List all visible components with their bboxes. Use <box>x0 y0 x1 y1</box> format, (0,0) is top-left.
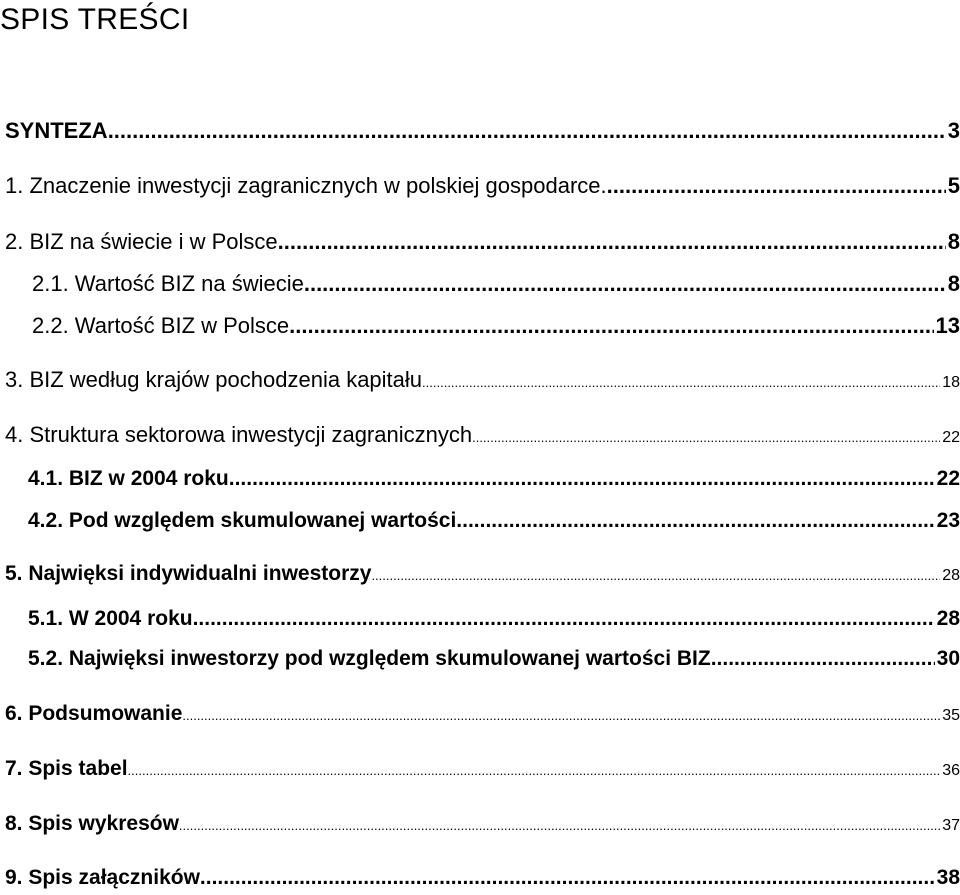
toc-leader <box>607 173 946 199</box>
toc-leader <box>128 763 941 778</box>
toc-entry-2[interactable] <box>5 229 960 255</box>
toc-entry-label: SYNTEZA <box>5 118 108 143</box>
toc-leader <box>229 467 935 491</box>
toc-entry-4[interactable] <box>5 422 960 448</box>
toc-entry-4-2[interactable] <box>28 509 960 533</box>
toc-entry-label: 2.2. Wartość BIZ w Polsce <box>32 313 290 338</box>
toc-leader <box>193 607 935 631</box>
toc-leader <box>711 647 935 671</box>
toc-entry-label: 2.1. Wartość BIZ na świecie <box>32 271 304 296</box>
toc-entry-1[interactable] <box>5 173 960 199</box>
toc-entry-page: 28 <box>942 567 960 584</box>
toc-leader <box>179 818 940 833</box>
toc-entry-label: 7. Spis tabel <box>5 757 128 780</box>
toc-leader <box>278 229 946 255</box>
toc-entry-5-2[interactable] <box>28 647 960 671</box>
toc-leader <box>371 568 940 583</box>
toc-entry-page: 35 <box>942 707 960 724</box>
toc-entry-label: 5.2. Najwięksi inwestorzy pod względem skumulowanej wartości BIZ <box>28 647 711 670</box>
toc-entry-page: 23 <box>936 509 960 532</box>
toc-entry-page: 3 <box>947 118 960 143</box>
toc-entry-label: 9. Spis załączników <box>5 866 200 889</box>
toc-entry-2-2[interactable] <box>32 313 960 339</box>
toc-entry-page: 18 <box>942 374 960 391</box>
toc-entry-6[interactable] <box>5 702 960 726</box>
toc-entry-synteza[interactable] <box>5 118 960 144</box>
toc-entry-page: 28 <box>936 607 960 630</box>
toc-entry-page: 22 <box>936 467 960 490</box>
toc-entry-page: 36 <box>942 762 960 779</box>
toc-entry-label: 5.1. W 2004 roku <box>28 607 193 630</box>
toc-entry-label: 4. Struktura sektorowa inwestycji zagranicznych <box>5 422 473 447</box>
toc-entry-8[interactable] <box>5 812 960 836</box>
toc-leader <box>289 313 933 339</box>
toc-entry-label: 5. Najwięksi indywidualni inwestorzy <box>5 562 372 585</box>
toc-leader <box>304 271 946 297</box>
toc-entry-page: 22 <box>942 429 960 446</box>
toc-entry-page: 37 <box>942 817 960 834</box>
toc-entry-2-1[interactable] <box>32 271 960 297</box>
toc-entry-label: 2. BIZ na świecie i w Polsce <box>5 229 278 254</box>
toc-entry-label: 3. BIZ według krajów pochodzenia kapitału <box>5 367 423 392</box>
toc-entry-7[interactable] <box>5 757 960 781</box>
toc-entry-page: 8 <box>947 271 960 296</box>
toc-entry-9[interactable] <box>5 866 960 890</box>
toc-entry-page: 5 <box>947 173 960 198</box>
toc-leader <box>422 375 940 390</box>
toc-entry-label: 1. Znaczenie inwestycji zagranicznych w polskiej gospodarce. <box>5 173 607 198</box>
toc-entry-page: 8 <box>947 229 960 254</box>
toc-leader <box>200 866 935 890</box>
toc-entry-page: 30 <box>936 647 960 670</box>
toc-entry-label: 4.2. Pod względem skumulowanej wartości <box>28 509 457 532</box>
toc-entry-label: 8. Spis wykresów <box>5 812 179 835</box>
toc-entry-3[interactable] <box>5 367 960 393</box>
toc-entry-page: 38 <box>936 866 960 889</box>
page-title: SPIS TREŚCI <box>0 3 190 36</box>
toc-leader <box>472 430 940 445</box>
toc-entry-5-1[interactable] <box>28 607 960 631</box>
toc-leader <box>456 509 934 533</box>
toc-leader <box>182 708 940 723</box>
toc-leader <box>108 118 946 144</box>
toc-entry-label: 6. Podsumowanie <box>5 702 183 725</box>
toc-entry-label: 4.1. BIZ w 2004 roku <box>28 467 229 490</box>
toc-entry-5[interactable] <box>5 562 960 586</box>
toc-entry-page: 13 <box>935 313 960 338</box>
toc-entry-4-1[interactable] <box>28 467 960 491</box>
